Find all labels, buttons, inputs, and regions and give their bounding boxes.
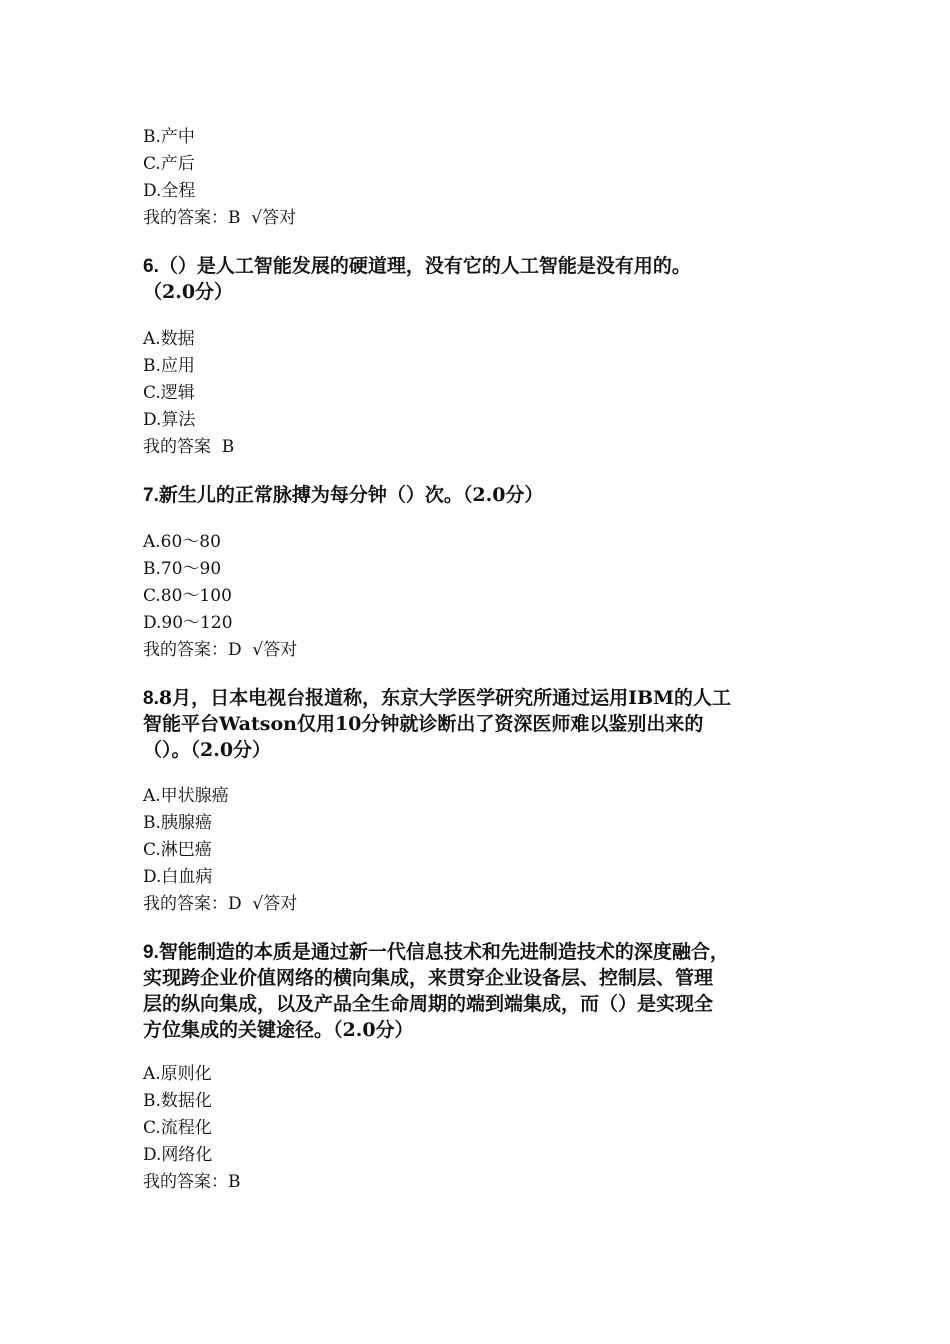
question-8-option-b: B.胰腺癌: [143, 813, 212, 833]
question-9-number: 9.: [143, 942, 159, 963]
question-9-answer: 我的答案：B: [143, 1172, 241, 1192]
question-8-line-2: 智能平台Watson仅用10分钟就诊断出了资深医师难以鉴别出来的: [143, 713, 704, 735]
option-prev-b: B.产中: [143, 127, 195, 147]
question-9-option-d: D.网络化: [143, 1145, 213, 1165]
question-8-answer: 我的答案：D √答对: [143, 894, 298, 914]
option-prev-c: C.产后: [143, 154, 195, 174]
answer-prev: 我的答案：B √答对: [143, 208, 297, 228]
question-8-number: 8.: [143, 688, 159, 709]
question-6-option-a: A.数据: [143, 329, 195, 349]
question-7-option-b: B.70～90: [143, 559, 222, 579]
question-9-option-c: C.流程化: [143, 1118, 212, 1138]
question-6-option-c: C.逻辑: [143, 383, 195, 403]
question-8-line-3: （）。（2.0分）: [143, 739, 272, 761]
question-9-option-a: A.原则化: [143, 1064, 212, 1084]
question-8-option-c: C.淋巴癌: [143, 840, 212, 860]
question-6-option-b: B.应用: [143, 356, 195, 376]
option-prev-d: D.全程: [143, 181, 196, 201]
question-6-line-1: 6.（）是人工智能发展的硬道理，没有它的人工智能是没有用的。: [143, 255, 691, 277]
question-8-line-1: 8.8月，日本电视台报道称，东京大学医学研究所通过运用IBM的人工: [143, 687, 732, 709]
question-6-answer: 我的答案 B: [143, 437, 235, 457]
question-7-answer: 我的答案：D √答对: [143, 640, 298, 660]
question-7-option-a: A.60～80: [143, 532, 221, 552]
question-8-option-d: D.白血病: [143, 867, 213, 887]
question-9-option-b: B.数据化: [143, 1091, 212, 1111]
question-8-option-a: A.甲状腺癌: [143, 786, 229, 806]
question-6-option-d: D.算法: [143, 410, 196, 430]
question-9-line-2: 实现跨企业价值网络的横向集成，来贯穿企业设备层、控制层、管理: [143, 967, 714, 989]
question-9-line-4: 方位集成的关键途径。（2.0分）: [143, 1019, 414, 1041]
question-7-option-d: D.90～120: [143, 613, 233, 633]
question-7-number: 7.: [143, 485, 159, 506]
question-7-line-1: 7.新生儿的正常脉搏为每分钟（）次。（2.0分）: [143, 484, 544, 506]
question-9-line-3: 层的纵向集成，以及产品全生命周期的端到端集成，而（）是实现全: [143, 993, 714, 1015]
question-6-number: 6.: [143, 256, 159, 277]
question-7-option-c: C.80～100: [143, 586, 232, 606]
question-9-line-1: 9.智能制造的本质是通过新一代信息技术和先进制造技术的深度融合，: [143, 941, 729, 963]
question-6-line-2: （2.0分）: [143, 281, 234, 303]
